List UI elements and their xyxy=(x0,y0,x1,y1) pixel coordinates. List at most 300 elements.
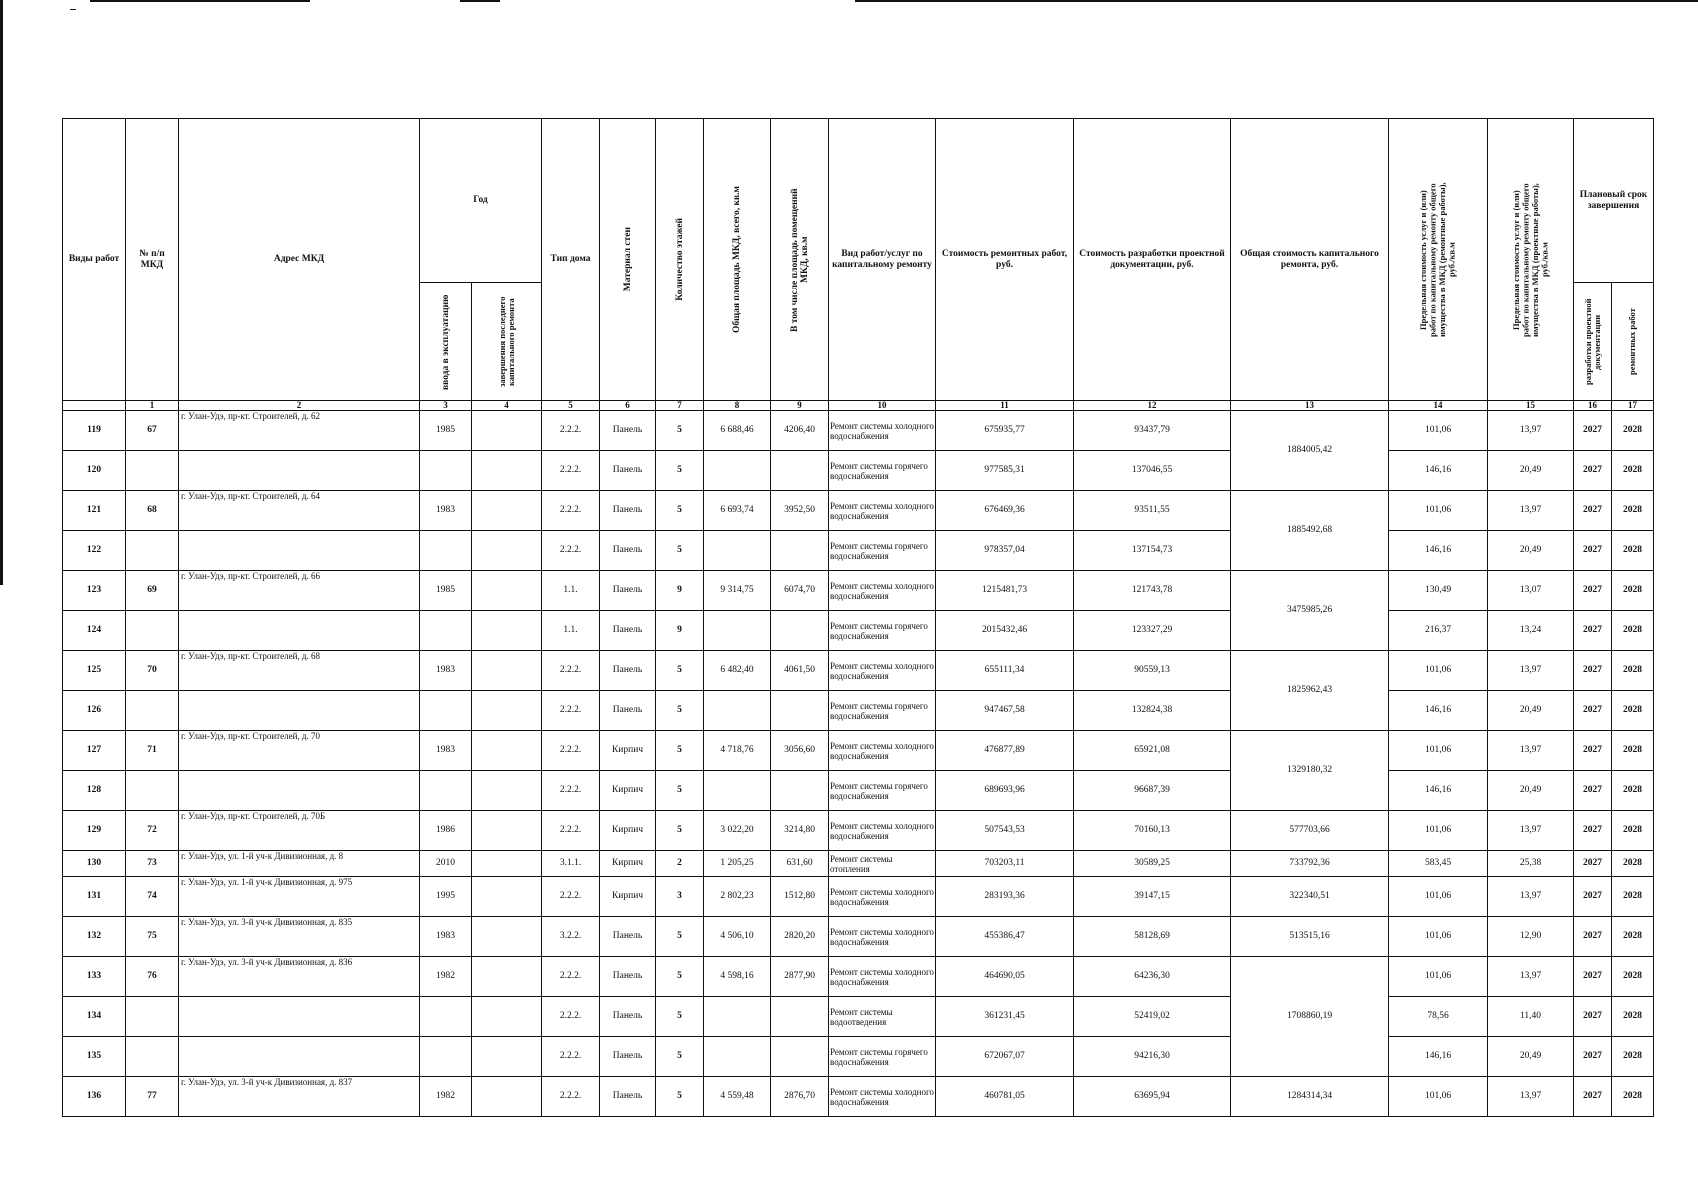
header-limit-design: Предельная стоимость услуг и (или) работ по капитальному ремонту общего имущества в МКД (проектные работы), руб./кв.м xyxy=(1488,119,1574,401)
repair-cost: 703203,11 xyxy=(936,851,1074,877)
house-type: 1.1. xyxy=(542,571,600,611)
design-cost: 63695,94 xyxy=(1074,1077,1231,1117)
year-last-repair xyxy=(472,571,542,611)
work-kind: Ремонт системы горячего водоснабжения xyxy=(829,451,936,491)
repair-cost: 655111,34 xyxy=(936,651,1074,691)
mkd-number: 70 xyxy=(126,651,179,691)
limit-design: 13,97 xyxy=(1488,651,1574,691)
repair-cost: 978357,04 xyxy=(936,531,1074,571)
year-commission xyxy=(420,691,472,731)
header-design-cost: Стоимость разработки проектной документации, руб. xyxy=(1074,119,1231,401)
header-wall-material: Материал стен xyxy=(600,119,656,401)
repair-cost: 464690,05 xyxy=(936,957,1074,997)
house-type: 2.2.2. xyxy=(542,731,600,771)
mkd-number xyxy=(126,531,179,571)
table-row xyxy=(63,771,1654,811)
design-cost: 30589,25 xyxy=(1074,851,1231,877)
table-row xyxy=(63,997,1654,1037)
mkd-number: 72 xyxy=(126,811,179,851)
wall-material: Панель xyxy=(600,451,656,491)
row-number: 133 xyxy=(63,957,126,997)
column-number-blank xyxy=(63,401,126,411)
plan-design-year: 2027 xyxy=(1574,851,1612,877)
row-number: 124 xyxy=(63,611,126,651)
table-row xyxy=(63,691,1654,731)
limit-repair: 101,06 xyxy=(1389,651,1488,691)
mkd-number: 69 xyxy=(126,571,179,611)
total-area xyxy=(704,691,771,731)
plan-design-year: 2027 xyxy=(1574,917,1612,957)
header-year-commission: ввода в эксплуатацию xyxy=(420,283,472,401)
header-incl-area: В том числе площадь помещений МКД, кв.м xyxy=(771,119,829,401)
design-cost: 137154,73 xyxy=(1074,531,1231,571)
row-number: 126 xyxy=(63,691,126,731)
floors: 5 xyxy=(656,957,704,997)
design-cost: 39147,15 xyxy=(1074,877,1231,917)
plan-design-year: 2027 xyxy=(1574,451,1612,491)
column-number: 16 xyxy=(1574,401,1612,411)
address xyxy=(179,531,420,571)
mkd-number xyxy=(126,771,179,811)
column-number: 6 xyxy=(600,401,656,411)
scan-line-top-2 xyxy=(460,0,500,2)
limit-design: 13,97 xyxy=(1488,731,1574,771)
limit-repair: 146,16 xyxy=(1389,451,1488,491)
column-number: 15 xyxy=(1488,401,1574,411)
limit-design: 13,97 xyxy=(1488,411,1574,451)
header-work-kind: Вид работ/услуг по капитальному ремонту xyxy=(829,119,936,401)
floors: 5 xyxy=(656,651,704,691)
repair-cost: 977585,31 xyxy=(936,451,1074,491)
header-limit-repair: Предельная стоимость услуг и (или) работ по капитальному ремонту общего имущества в МКД (ремонтные работы), руб./кв.м xyxy=(1389,119,1488,401)
table-row xyxy=(63,451,1654,491)
year-last-repair xyxy=(472,957,542,997)
limit-repair: 101,06 xyxy=(1389,1077,1488,1117)
repair-cost: 361231,45 xyxy=(936,997,1074,1037)
limit-repair: 146,16 xyxy=(1389,691,1488,731)
total-area: 2 802,23 xyxy=(704,877,771,917)
total-cost: 733792,36 xyxy=(1231,851,1389,877)
incl-area xyxy=(771,1037,829,1077)
column-number: 7 xyxy=(656,401,704,411)
row-number: 119 xyxy=(63,411,126,451)
column-number: 3 xyxy=(420,401,472,411)
row-number: 136 xyxy=(63,1077,126,1117)
repair-cost: 676469,36 xyxy=(936,491,1074,531)
plan-repair-year: 2028 xyxy=(1612,997,1654,1037)
limit-design: 13,97 xyxy=(1488,491,1574,531)
house-type: 2.2.2. xyxy=(542,1037,600,1077)
year-commission xyxy=(420,771,472,811)
total-area xyxy=(704,997,771,1037)
column-number: 12 xyxy=(1074,401,1231,411)
total-area: 6 482,40 xyxy=(704,651,771,691)
mkd-number xyxy=(126,451,179,491)
incl-area xyxy=(771,451,829,491)
row-number: 123 xyxy=(63,571,126,611)
plan-design-year: 2027 xyxy=(1574,651,1612,691)
design-cost: 90559,13 xyxy=(1074,651,1231,691)
plan-repair-year: 2028 xyxy=(1612,731,1654,771)
mkd-number: 75 xyxy=(126,917,179,957)
year-last-repair xyxy=(472,491,542,531)
year-last-repair xyxy=(472,451,542,491)
header-plan-repair: ремонтных работ xyxy=(1612,283,1654,401)
wall-material: Панель xyxy=(600,917,656,957)
row-number: 120 xyxy=(63,451,126,491)
mkd-number: 68 xyxy=(126,491,179,531)
plan-repair-year: 2028 xyxy=(1612,1077,1654,1117)
work-kind: Ремонт системы горячего водоснабжения xyxy=(829,771,936,811)
work-kind: Ремонт системы холодного водоснабжения xyxy=(829,731,936,771)
plan-repair-year: 2028 xyxy=(1612,811,1654,851)
mkd-number xyxy=(126,611,179,651)
plan-design-year: 2027 xyxy=(1574,811,1612,851)
repair-cost: 507543,53 xyxy=(936,811,1074,851)
limit-repair: 101,06 xyxy=(1389,917,1488,957)
repair-cost: 689693,96 xyxy=(936,771,1074,811)
column-number: 2 xyxy=(179,401,420,411)
incl-area: 4061,50 xyxy=(771,651,829,691)
limit-repair: 146,16 xyxy=(1389,531,1488,571)
design-cost: 65921,08 xyxy=(1074,731,1231,771)
plan-repair-year: 2028 xyxy=(1612,877,1654,917)
year-last-repair xyxy=(472,811,542,851)
floors: 5 xyxy=(656,451,704,491)
house-type: 2.2.2. xyxy=(542,771,600,811)
work-kind: Ремонт системы холодного водоснабжения xyxy=(829,877,936,917)
address: г. Улан-Удэ, пр-кт. Строителей, д. 64 xyxy=(179,491,420,531)
repair-cost: 476877,89 xyxy=(936,731,1074,771)
column-number: 14 xyxy=(1389,401,1488,411)
work-kind: Ремонт системы холодного водоснабжения xyxy=(829,1077,936,1117)
column-number: 5 xyxy=(542,401,600,411)
total-area xyxy=(704,1037,771,1077)
wall-material: Панель xyxy=(600,957,656,997)
address: г. Улан-Удэ, ул. 3-й уч-к Дивизионная, д. 837 xyxy=(179,1077,420,1117)
total-cost: 1284314,34 xyxy=(1231,1077,1389,1117)
row-number: 129 xyxy=(63,811,126,851)
total-area xyxy=(704,531,771,571)
wall-material: Панель xyxy=(600,997,656,1037)
mkd-number: 77 xyxy=(126,1077,179,1117)
incl-area xyxy=(771,611,829,651)
incl-area: 6074,70 xyxy=(771,571,829,611)
incl-area: 3056,60 xyxy=(771,731,829,771)
floors: 5 xyxy=(656,811,704,851)
limit-design: 13,97 xyxy=(1488,811,1574,851)
total-cost: 1329180,32 xyxy=(1231,731,1389,811)
column-number: 9 xyxy=(771,401,829,411)
repair-cost: 672067,07 xyxy=(936,1037,1074,1077)
column-number-row xyxy=(63,401,1654,411)
year-last-repair xyxy=(472,531,542,571)
repair-cost: 460781,05 xyxy=(936,1077,1074,1117)
work-kind: Ремонт системы отопления xyxy=(829,851,936,877)
year-last-repair xyxy=(472,877,542,917)
address: г. Улан-Удэ, ул. 3-й уч-к Дивизионная, д. 835 xyxy=(179,917,420,957)
house-type: 2.2.2. xyxy=(542,877,600,917)
limit-repair: 216,37 xyxy=(1389,611,1488,651)
house-type: 2.2.2. xyxy=(542,811,600,851)
house-type: 2.2.2. xyxy=(542,997,600,1037)
incl-area xyxy=(771,531,829,571)
repair-cost: 947467,58 xyxy=(936,691,1074,731)
design-cost: 96687,39 xyxy=(1074,771,1231,811)
total-cost: 322340,51 xyxy=(1231,877,1389,917)
row-number: 135 xyxy=(63,1037,126,1077)
year-commission xyxy=(420,997,472,1037)
plan-design-year: 2027 xyxy=(1574,571,1612,611)
table-row xyxy=(63,877,1654,917)
address xyxy=(179,691,420,731)
table-row xyxy=(63,411,1654,451)
incl-area: 3952,50 xyxy=(771,491,829,531)
plan-design-year: 2027 xyxy=(1574,1077,1612,1117)
year-commission: 1986 xyxy=(420,811,472,851)
plan-repair-year: 2028 xyxy=(1612,611,1654,651)
total-cost: 3475985,26 xyxy=(1231,571,1389,651)
floors: 5 xyxy=(656,491,704,531)
repair-cost: 283193,36 xyxy=(936,877,1074,917)
mkd-number: 67 xyxy=(126,411,179,451)
work-kind: Ремонт системы горячего водоснабжения xyxy=(829,531,936,571)
house-type: 3.1.1. xyxy=(542,851,600,877)
year-commission: 1983 xyxy=(420,731,472,771)
wall-material: Панель xyxy=(600,571,656,611)
total-cost: 1884005,42 xyxy=(1231,411,1389,491)
total-cost: 513515,16 xyxy=(1231,917,1389,957)
design-cost: 123327,29 xyxy=(1074,611,1231,651)
limit-design: 20,49 xyxy=(1488,531,1574,571)
incl-area: 2876,70 xyxy=(771,1077,829,1117)
table-row xyxy=(63,811,1654,851)
floors: 5 xyxy=(656,997,704,1037)
work-kind: Ремонт системы водоотведения xyxy=(829,997,936,1037)
year-last-repair xyxy=(472,1037,542,1077)
scan-dot xyxy=(70,9,76,10)
header-total-cost: Общая стоимость капитального ремонта, руб. xyxy=(1231,119,1389,401)
floors: 5 xyxy=(656,411,704,451)
total-cost: 1885492,68 xyxy=(1231,491,1389,571)
work-kind: Ремонт системы холодного водоснабжения xyxy=(829,811,936,851)
wall-material: Кирпич xyxy=(600,811,656,851)
column-number: 1 xyxy=(126,401,179,411)
year-last-repair xyxy=(472,691,542,731)
mkd-number: 76 xyxy=(126,957,179,997)
year-commission: 1982 xyxy=(420,1077,472,1117)
limit-repair: 101,06 xyxy=(1389,491,1488,531)
row-number: 125 xyxy=(63,651,126,691)
column-number: 13 xyxy=(1231,401,1389,411)
plan-repair-year: 2028 xyxy=(1612,851,1654,877)
limit-repair: 130,49 xyxy=(1389,571,1488,611)
mkd-number xyxy=(126,691,179,731)
design-cost: 137046,55 xyxy=(1074,451,1231,491)
total-area xyxy=(704,611,771,651)
limit-repair: 101,06 xyxy=(1389,731,1488,771)
table-row xyxy=(63,611,1654,651)
capital-repair-table xyxy=(62,118,1654,1117)
header-total-area: Общая площадь МКД, всего, кв.м xyxy=(704,119,771,401)
house-type: 2.2.2. xyxy=(542,1077,600,1117)
plan-design-year: 2027 xyxy=(1574,957,1612,997)
address xyxy=(179,611,420,651)
design-cost: 94216,30 xyxy=(1074,1037,1231,1077)
wall-material: Панель xyxy=(600,491,656,531)
year-commission: 1983 xyxy=(420,651,472,691)
column-number: 8 xyxy=(704,401,771,411)
work-kind: Ремонт системы холодного водоснабжения xyxy=(829,651,936,691)
address xyxy=(179,451,420,491)
header-plan-design: разработки проектной документации xyxy=(1574,283,1612,401)
repair-cost: 675935,77 xyxy=(936,411,1074,451)
total-area: 6 693,74 xyxy=(704,491,771,531)
limit-repair: 146,16 xyxy=(1389,771,1488,811)
design-cost: 93511,55 xyxy=(1074,491,1231,531)
floors: 2 xyxy=(656,851,704,877)
limit-design: 11,40 xyxy=(1488,997,1574,1037)
year-commission xyxy=(420,451,472,491)
limit-design: 13,24 xyxy=(1488,611,1574,651)
table-row xyxy=(63,917,1654,957)
total-area xyxy=(704,771,771,811)
year-last-repair xyxy=(472,1077,542,1117)
incl-area xyxy=(771,771,829,811)
plan-design-year: 2027 xyxy=(1574,531,1612,571)
mkd-number: 73 xyxy=(126,851,179,877)
year-last-repair xyxy=(472,611,542,651)
house-type: 2.2.2. xyxy=(542,451,600,491)
header-house-type: Тип дома xyxy=(542,119,600,401)
design-cost: 132824,38 xyxy=(1074,691,1231,731)
plan-repair-year: 2028 xyxy=(1612,491,1654,531)
plan-repair-year: 2028 xyxy=(1612,691,1654,731)
work-kind: Ремонт системы горячего водоснабжения xyxy=(829,691,936,731)
plan-repair-year: 2028 xyxy=(1612,411,1654,451)
repair-cost: 455386,47 xyxy=(936,917,1074,957)
address: г. Улан-Удэ, пр-кт. Строителей, д. 70 xyxy=(179,731,420,771)
limit-design: 13,97 xyxy=(1488,1077,1574,1117)
year-commission: 1983 xyxy=(420,917,472,957)
floors: 5 xyxy=(656,531,704,571)
wall-material: Панель xyxy=(600,411,656,451)
table-row xyxy=(63,651,1654,691)
wall-material: Кирпич xyxy=(600,877,656,917)
table-row xyxy=(63,1077,1654,1117)
address: г. Улан-Удэ, пр-кт. Строителей, д. 70Б xyxy=(179,811,420,851)
incl-area: 3214,80 xyxy=(771,811,829,851)
total-cost: 1708860,19 xyxy=(1231,957,1389,1077)
header-plan-term: Плановый срок завершения xyxy=(1574,119,1654,283)
plan-repair-year: 2028 xyxy=(1612,957,1654,997)
table-row xyxy=(63,851,1654,877)
design-cost: 52419,02 xyxy=(1074,997,1231,1037)
year-commission xyxy=(420,611,472,651)
address: г. Улан-Удэ, пр-кт. Строителей, д. 68 xyxy=(179,651,420,691)
year-commission: 1982 xyxy=(420,957,472,997)
row-number: 128 xyxy=(63,771,126,811)
mkd-number: 74 xyxy=(126,877,179,917)
year-last-repair xyxy=(472,917,542,957)
header-year: Год xyxy=(420,119,542,283)
year-last-repair xyxy=(472,771,542,811)
wall-material: Кирпич xyxy=(600,771,656,811)
limit-design: 20,49 xyxy=(1488,771,1574,811)
row-number: 132 xyxy=(63,917,126,957)
plan-design-year: 2027 xyxy=(1574,611,1612,651)
column-number: 17 xyxy=(1612,401,1654,411)
table-row xyxy=(63,957,1654,997)
column-number: 10 xyxy=(829,401,936,411)
floors: 9 xyxy=(656,571,704,611)
floors: 3 xyxy=(656,877,704,917)
limit-design: 25,38 xyxy=(1488,851,1574,877)
mkd-number xyxy=(126,997,179,1037)
row-number: 122 xyxy=(63,531,126,571)
wall-material: Кирпич xyxy=(600,731,656,771)
year-commission: 1995 xyxy=(420,877,472,917)
total-area: 4 718,76 xyxy=(704,731,771,771)
plan-repair-year: 2028 xyxy=(1612,451,1654,491)
house-type: 2.2.2. xyxy=(542,411,600,451)
year-last-repair xyxy=(472,731,542,771)
row-number: 127 xyxy=(63,731,126,771)
table-row xyxy=(63,731,1654,771)
house-type: 2.2.2. xyxy=(542,491,600,531)
limit-design: 20,49 xyxy=(1488,1037,1574,1077)
address xyxy=(179,997,420,1037)
year-last-repair xyxy=(472,411,542,451)
plan-repair-year: 2028 xyxy=(1612,1037,1654,1077)
year-commission: 1983 xyxy=(420,491,472,531)
house-type: 2.2.2. xyxy=(542,531,600,571)
design-cost: 64236,30 xyxy=(1074,957,1231,997)
floors: 5 xyxy=(656,1077,704,1117)
limit-design: 20,49 xyxy=(1488,691,1574,731)
year-last-repair xyxy=(472,651,542,691)
header-address: Адрес МКД xyxy=(179,119,420,401)
work-kind: Ремонт системы холодного водоснабжения xyxy=(829,491,936,531)
limit-design: 13,07 xyxy=(1488,571,1574,611)
year-commission: 1985 xyxy=(420,411,472,451)
plan-repair-year: 2028 xyxy=(1612,917,1654,957)
floors: 5 xyxy=(656,731,704,771)
address: г. Улан-Удэ, пр-кт. Строителей, д. 62 xyxy=(179,411,420,451)
wall-material: Панель xyxy=(600,1077,656,1117)
incl-area: 1512,80 xyxy=(771,877,829,917)
floors: 5 xyxy=(656,691,704,731)
total-area: 1 205,25 xyxy=(704,851,771,877)
limit-repair: 101,06 xyxy=(1389,811,1488,851)
house-type: 3.2.2. xyxy=(542,917,600,957)
limit-design: 13,97 xyxy=(1488,957,1574,997)
limit-design: 13,97 xyxy=(1488,877,1574,917)
house-type: 1.1. xyxy=(542,611,600,651)
work-kind: Ремонт системы горячего водоснабжения xyxy=(829,1037,936,1077)
address: г. Улан-Удэ, пр-кт. Строителей, д. 66 xyxy=(179,571,420,611)
total-area: 4 506,10 xyxy=(704,917,771,957)
header-year-last-repair: завершения последнего капитального ремонта xyxy=(472,283,542,401)
address: г. Улан-Удэ, ул. 3-й уч-к Дивизионная, д. 836 xyxy=(179,957,420,997)
limit-design: 20,49 xyxy=(1488,451,1574,491)
plan-design-year: 2027 xyxy=(1574,877,1612,917)
year-commission xyxy=(420,1037,472,1077)
row-number: 131 xyxy=(63,877,126,917)
scan-line-top-3 xyxy=(855,0,1698,2)
plan-design-year: 2027 xyxy=(1574,731,1612,771)
total-area: 6 688,46 xyxy=(704,411,771,451)
